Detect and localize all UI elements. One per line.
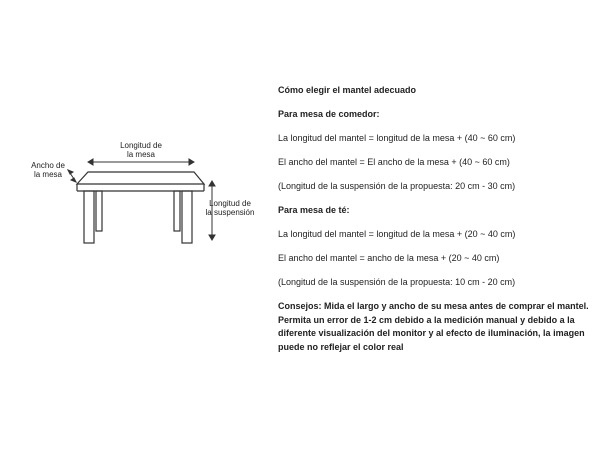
tips-paragraph: Consejos: Mida el largo y ancho de su mesa antes de comprar el mantel. Permita un error de 1-2 cm debido a la medición manual y debido a la diferente visualización del monitor y al efecto de iluminación, la imagen puede no reflejar el color real [278,301,589,352]
length-label: Longitud de la mesa [120,141,162,159]
table-leg-left [84,191,94,243]
table-leg-back-left [96,191,102,231]
guide-text [278,84,596,354]
tea-heading: Para mesa de té: [278,205,350,215]
drop-label: Longitud de la suspensión [205,199,255,217]
table-diagram [0,0,270,449]
table-leg-back-right [174,191,180,231]
dining-length-rule: La longitud del mantel = longitud de la mesa + (40 ~ 60 cm) [278,133,516,143]
guide-title: Cómo elegir el mantel adecuado [278,85,417,95]
dining-heading: Para mesa de comedor: [278,109,380,119]
dining-width-rule: El ancho del mantel = El ancho de la mesa + (40 ~ 60 cm) [278,157,510,167]
table-leg-right [182,191,192,243]
tabletop [77,172,204,184]
tea-width-rule: El ancho del mantel = ancho de la mesa + (20 ~ 40 cm) [278,253,500,263]
width-label: Ancho de la mesa [31,161,65,179]
dining-drop-rule: (Longitud de la suspensión de la propuesta: 20 cm - 30 cm) [278,181,516,191]
tea-length-rule: La longitud del mantel = longitud de la mesa + (20 ~ 40 cm) [278,229,516,239]
tea-drop-rule: (Longitud de la suspensión de la propuesta: 10 cm - 20 cm) [278,277,516,287]
table-illustration [0,0,270,449]
